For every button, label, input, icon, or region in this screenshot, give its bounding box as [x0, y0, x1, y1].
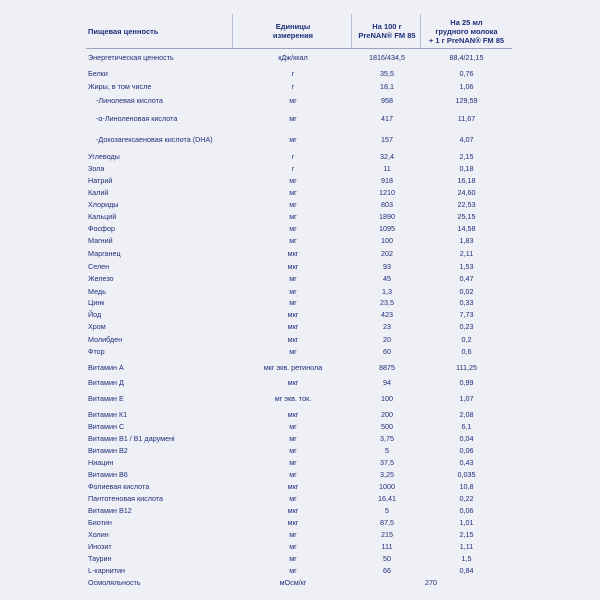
table-row: [86, 445, 512, 457]
value-per-100g: 157: [381, 135, 393, 144]
table-row: [86, 223, 512, 235]
value-per-25ml: 0,06: [459, 446, 474, 455]
value-per-25ml: 0,23: [459, 322, 474, 331]
nutrient-unit: мг: [289, 458, 297, 467]
header-25ml-line2: грудного молока: [435, 26, 498, 36]
value-per-25ml: 1,07: [459, 394, 474, 403]
header-rule: [86, 48, 512, 49]
nutrient-name: Калий: [88, 188, 109, 197]
value-per-100g: 60: [383, 347, 391, 356]
nutrient-unit: мг: [289, 224, 297, 233]
value-per-25ml: 0,2: [461, 335, 472, 344]
nutrient-unit: мг: [289, 530, 297, 539]
nutrient-unit: мг: [289, 274, 297, 283]
nutrient-unit: мг: [289, 188, 297, 197]
table-row: [86, 421, 512, 433]
value-per-25ml: 0,22: [459, 494, 474, 503]
nutrient-unit: мкг: [287, 410, 299, 419]
value-per-25ml: 1,53: [459, 262, 474, 271]
value-per-25ml: 7,73: [459, 310, 474, 319]
table-header: [86, 14, 512, 48]
value-per-100g: 958: [381, 96, 393, 105]
table-row: [86, 433, 512, 445]
value-per-25ml: 2,08: [459, 410, 474, 419]
nutrient-unit: мг: [289, 422, 297, 431]
table-row: [86, 505, 512, 517]
table-row: [86, 175, 512, 187]
nutrient-unit: мг: [289, 434, 297, 443]
nutrient-name: Селен: [88, 262, 110, 271]
table-row: [86, 261, 512, 273]
value-per-100g: 202: [381, 249, 393, 258]
value-per-100g: 5: [385, 446, 389, 455]
nutrient-name: Углеводы: [88, 152, 120, 161]
value-per-25ml: 0,43: [459, 458, 474, 467]
value-per-100g: 50: [383, 554, 391, 563]
value-per-25ml: 0,18: [459, 164, 474, 173]
nutrient-name: Ниацин: [88, 458, 114, 467]
header-25ml: [421, 14, 512, 48]
value-per-25ml: 0,76: [459, 69, 474, 78]
value-per-100g: 1816/434,5: [369, 53, 405, 62]
value-per-100g: 500: [381, 422, 393, 431]
table-row: [86, 334, 512, 346]
value-per-25ml: 0,02: [459, 287, 474, 296]
table-row: [86, 151, 512, 163]
value-per-100g: 35,5: [380, 69, 394, 78]
nutrient-unit: мг экв. ток.: [274, 394, 312, 403]
value-per-100g: 23: [383, 322, 391, 331]
table-row: [86, 95, 512, 107]
value-per-100g: 1095: [379, 224, 395, 233]
nutrient-unit: мкг: [287, 310, 299, 319]
nutrient-name: -α-Линоленовая кислота: [96, 114, 178, 123]
value-per-25ml: 0,06: [459, 506, 474, 515]
nutrient-name: Витамин С: [88, 422, 125, 431]
value-per-100g: 3,25: [380, 470, 394, 479]
nutrient-name: Инозит: [88, 542, 112, 551]
value-per-100g: 66: [383, 566, 391, 575]
value-per-25ml: 4,07: [459, 135, 474, 144]
value-per-100g: 45: [383, 274, 391, 283]
header-25ml-line1: На 25 мл: [450, 17, 483, 27]
nutrient-name: -Линолевая кислота: [96, 96, 163, 105]
value-per-100g: 8875: [379, 363, 395, 372]
nutrient-unit: мг: [289, 176, 297, 185]
value-per-25ml: 0,47: [459, 274, 474, 283]
table-row: [86, 362, 512, 374]
value-per-100g: 100: [381, 236, 393, 245]
nutrient-name: Биотин: [88, 518, 112, 527]
nutrient-name: Пантотеновая кислота: [88, 494, 164, 503]
value-per-25ml: 10,8: [459, 482, 474, 491]
nutrient-unit: мг: [289, 554, 297, 563]
value-per-25ml: 1,11: [459, 542, 474, 551]
value-per-25ml: 2,15: [459, 152, 474, 161]
value-per-100g: 11: [383, 164, 391, 173]
value-per-100g: 200: [381, 410, 393, 419]
nutrient-name: Цинк: [88, 298, 105, 307]
nutrient-unit: мОсм/кг: [279, 578, 307, 587]
table-row: [86, 297, 512, 309]
value-per-25ml: 1,01: [459, 518, 474, 527]
nutrient-name: Магний: [88, 236, 113, 245]
nutrient-unit: мг: [289, 236, 297, 245]
value-per-25ml: 6,1: [461, 422, 472, 431]
value-per-100g: 93: [383, 262, 391, 271]
header-nutrient: [88, 14, 228, 48]
nutrient-name: Медь: [88, 287, 106, 296]
nutrient-name: Холин: [88, 530, 109, 539]
header-100g-line1: На 100 г: [372, 22, 402, 31]
value-per-100g: 1210: [379, 188, 395, 197]
nutrient-name: Фтор: [88, 347, 105, 356]
nutrient-unit: мг: [289, 114, 297, 123]
table-row: [86, 273, 512, 285]
nutrient-unit: мг: [289, 470, 297, 479]
nutrient-name: Марганец: [88, 249, 121, 258]
table-row: [86, 163, 512, 175]
nutrient-name: Жиры, в том числе: [88, 82, 152, 91]
value-per-100g: 423: [381, 310, 393, 319]
nutrient-unit: мг: [289, 446, 297, 455]
header-divider: [351, 14, 352, 48]
value-per-25ml: 25,15: [457, 212, 476, 221]
value-per-100g: 1890: [379, 212, 395, 221]
value-per-25ml: 1,83: [459, 236, 474, 245]
value-per-25ml: 0,99: [459, 378, 474, 387]
value-per-25ml: 111,25: [456, 363, 477, 372]
value-per-25ml: 11,67: [457, 114, 476, 123]
table-row: [86, 517, 512, 529]
nutrient-unit: мг: [289, 542, 297, 551]
table-row: [86, 309, 512, 321]
table-row: [86, 481, 512, 493]
nutrient-unit: г: [291, 82, 295, 91]
header-units-line1: Единицы: [275, 22, 311, 31]
value-per-100g: 100: [381, 394, 393, 403]
table-row: [86, 81, 512, 93]
value-per-25ml: 0,035: [457, 470, 476, 479]
value-per-25ml: 129,59: [455, 96, 478, 105]
value-per-25ml: 0,04: [459, 434, 474, 443]
value-per-100g: 111: [381, 542, 393, 551]
value-per-100g: 5: [385, 506, 389, 515]
table-row: [86, 377, 512, 389]
nutrient-unit: мг: [289, 135, 297, 144]
nutrient-name: Витамин Д: [88, 378, 124, 387]
value-per-100g: 1000: [379, 482, 395, 491]
nutrient-unit: мкг: [287, 506, 299, 515]
nutrient-unit: г: [291, 164, 295, 173]
nutrient-unit: мкг: [287, 322, 299, 331]
nutrient-unit: мг: [289, 287, 297, 296]
value-per-100g: 918: [381, 176, 393, 185]
nutrient-unit: мкг: [287, 249, 299, 258]
table-row: [86, 211, 512, 223]
nutrient-name: Витамин В2: [88, 446, 128, 455]
table-row: [86, 409, 512, 421]
nutrient-name: Молибден: [88, 335, 123, 344]
nutrient-name: Фолиевая кислота: [88, 482, 150, 491]
value-per-100g: 18,1: [380, 82, 394, 91]
header-25ml-line3: + 1 г PreNAN® FM 85: [428, 35, 505, 45]
nutrient-name: Осмоляльность: [88, 578, 141, 587]
value-per-100g: 37,5: [380, 458, 394, 467]
nutrient-unit: кДж/ккал: [278, 53, 308, 62]
value-per-25ml: 1,06: [459, 82, 474, 91]
value-per-25ml: 22,53: [457, 200, 476, 209]
nutrient-unit: мкг: [287, 335, 299, 344]
table-row: [86, 199, 512, 211]
table-row: [86, 577, 512, 589]
value-per-25ml: 2,15: [459, 530, 474, 539]
header-divider: [232, 14, 233, 48]
nutrient-name: -Докозагексаеновая кислота (DHA): [96, 135, 213, 144]
nutrient-name: Витамин В6: [88, 470, 128, 479]
value-per-25ml: 0,84: [459, 566, 474, 575]
nutrient-name: Зола: [88, 164, 105, 173]
nutrient-name: Витамин Е: [88, 394, 124, 403]
value-per-25ml: 16,18: [457, 176, 476, 185]
nutrient-unit: мг: [289, 298, 297, 307]
nutrient-unit: мкг: [287, 482, 299, 491]
table-row: [86, 541, 512, 553]
value-per-100g: 23,5: [380, 298, 394, 307]
nutrient-unit: мкг: [287, 518, 299, 527]
nutrient-unit: г: [291, 69, 295, 78]
value-per-25ml: 0,6: [461, 347, 472, 356]
value-per-100g: 32,4: [380, 152, 394, 161]
table-row: [86, 457, 512, 469]
table-row: [86, 529, 512, 541]
header-divider: [420, 14, 421, 48]
table-row: [86, 321, 512, 333]
nutrient-name: Фосфор: [88, 224, 115, 233]
value-per-100g: 270: [425, 578, 437, 587]
table-row: [86, 346, 512, 358]
nutrient-unit: мг: [289, 212, 297, 221]
value-per-100g: 87,5: [380, 518, 394, 527]
nutrient-unit: мг: [289, 494, 297, 503]
table-row: [86, 553, 512, 565]
value-per-100g: 417: [381, 114, 393, 123]
table-row: [86, 565, 512, 577]
nutrient-unit: мкг: [287, 262, 299, 271]
table-row: [86, 393, 512, 405]
value-per-100g: 94: [383, 378, 391, 387]
nutrient-name: Витамин А: [88, 363, 124, 372]
table-row: [86, 113, 512, 125]
nutrient-unit: мг: [289, 347, 297, 356]
header-units: [233, 14, 353, 48]
table-row: [86, 235, 512, 247]
table-row: [86, 187, 512, 199]
table-row: [86, 68, 512, 80]
table-row: [86, 248, 512, 260]
value-per-25ml: 24,60: [457, 188, 476, 197]
nutrient-name: Витамин В12: [88, 506, 132, 515]
header-100g-line2: PreNAN® FM 85: [358, 31, 416, 40]
nutrient-unit: мкг экв. ретинола: [263, 363, 323, 372]
nutrient-name: Витамин К1: [88, 410, 128, 419]
nutrient-name: Железо: [88, 274, 114, 283]
header-units-line2: измерения: [272, 31, 314, 40]
nutrient-name: Хлориды: [88, 200, 119, 209]
value-per-100g: 803: [381, 200, 393, 209]
nutrient-name: Энергетическая ценность: [88, 53, 174, 62]
value-per-25ml: 1,5: [461, 554, 472, 563]
nutrient-name: Хром: [88, 322, 106, 331]
value-per-25ml: 0,33: [459, 298, 474, 307]
nutrient-unit: мкг: [287, 378, 299, 387]
nutrient-name: Йод: [88, 310, 102, 319]
header-nutrient-label: Пищевая ценность: [88, 26, 159, 36]
value-per-100g: 3,75: [380, 434, 394, 443]
nutrient-name: Кальций: [88, 212, 117, 221]
value-per-100g: 16,41: [378, 494, 396, 503]
nutrient-name: Натрий: [88, 176, 113, 185]
nutrient-unit: г: [291, 152, 295, 161]
nutrient-unit: мг: [289, 200, 297, 209]
nutrient-unit: мг: [289, 566, 297, 575]
value-per-100g: 215: [381, 530, 393, 539]
value-per-100g: 1,3: [382, 287, 392, 296]
value-per-25ml: 14,58: [457, 224, 476, 233]
value-per-100g: 20: [383, 335, 391, 344]
value-per-25ml: 2,11: [459, 249, 474, 258]
table-row: [86, 52, 512, 64]
table-row: [86, 134, 512, 146]
header-100g: [352, 14, 422, 48]
nutrient-name: L-карнитин: [88, 566, 125, 575]
nutrient-name: Таурин: [88, 554, 112, 563]
table-row: [86, 493, 512, 505]
nutrient-name: Витамин В1 / В1 дарумені: [88, 434, 175, 443]
nutrient-name: Белки: [88, 69, 108, 78]
value-per-25ml: 88,4/21,15: [449, 53, 484, 62]
nutrient-unit: мг: [289, 96, 297, 105]
table-row: [86, 469, 512, 481]
